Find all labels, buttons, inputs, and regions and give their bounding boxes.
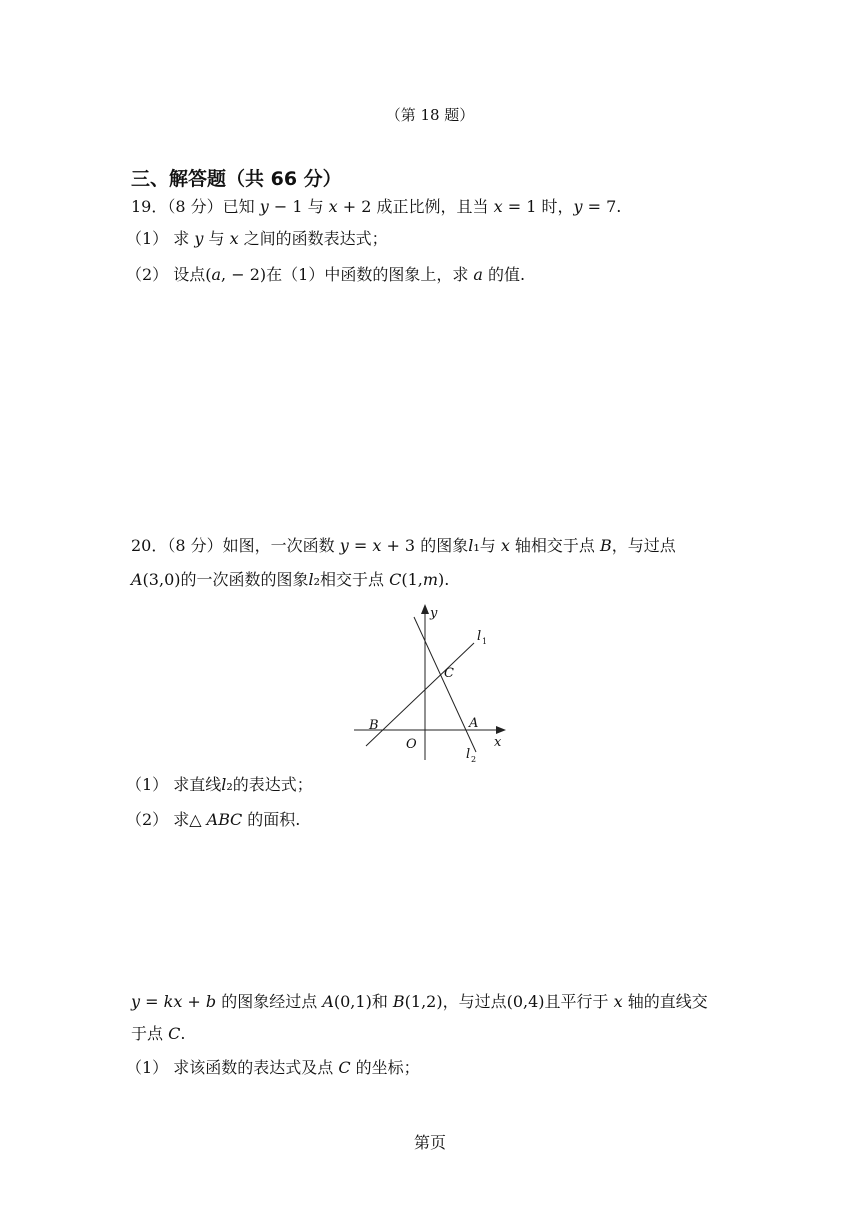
question-21-stem-line-2: 于点 𝐶.: [131, 1024, 186, 1043]
question-19-part-2: （2） 设点(𝑎, − 2)在（1）中函数的图象上，求 𝑎 的值.: [126, 265, 526, 284]
label-point-b: B: [369, 718, 379, 733]
question-21-part-1: （1） 求该函数的表达式及点 𝐶 的坐标；: [126, 1058, 420, 1077]
label-y: y: [430, 606, 438, 621]
label-x: x: [494, 735, 502, 750]
question-19-part-1: （1） 求 𝑦 与 𝑥 之间的函数表达式；: [126, 229, 388, 248]
question-20-stem-line-2: 𝐴(3,0)的一次函数的图象𝑙₂相交于点 𝐶(1,𝑚).: [131, 570, 450, 589]
question-19-stem: 19．（8 分）已知 𝑦 − 1 与 𝑥 + 2 成正比例，且当 𝑥 = 1 时，𝑦 = 7.: [131, 197, 622, 216]
line-l2: [414, 617, 479, 752]
label-origin: O: [406, 737, 417, 752]
x-axis-arrow: [496, 726, 506, 734]
label-l1-subscript: 1: [482, 637, 488, 646]
label-point-a: A: [469, 716, 479, 731]
section-title: 三、解答题（共 66 分）: [131, 168, 342, 190]
function-graph-figure: [348, 600, 518, 770]
y-axis-arrow: [421, 604, 429, 614]
page-footer: 第页: [413, 1133, 446, 1152]
label-l2: l: [466, 747, 471, 762]
label-l2-subscript: 2: [471, 755, 477, 764]
question-21-stem-line-1: 𝑦 = 𝑘𝑥 + 𝑏 的图象经过点 𝐴(0,1)和 𝐵(1,2)，与过点(0,4)且平行于 𝑥 轴的直线交: [131, 992, 708, 1011]
label-point-c: C: [444, 666, 454, 681]
question-20-stem-line-1: 20．（8 分）如图，一次函数 𝑦 = 𝑥 + 3 的图象𝑙₁与 𝑥 轴相交于点 𝐵，与过点: [131, 536, 676, 555]
question-20-part-2: （2） 求△ 𝐴𝐵𝐶 的面积.: [126, 810, 301, 829]
figure-caption: （第 18 题）: [385, 106, 475, 124]
question-20-part-1: （1） 求直线𝑙₂的表达式；: [126, 775, 313, 794]
line-l1: [366, 643, 474, 746]
label-l1: l: [477, 629, 482, 644]
